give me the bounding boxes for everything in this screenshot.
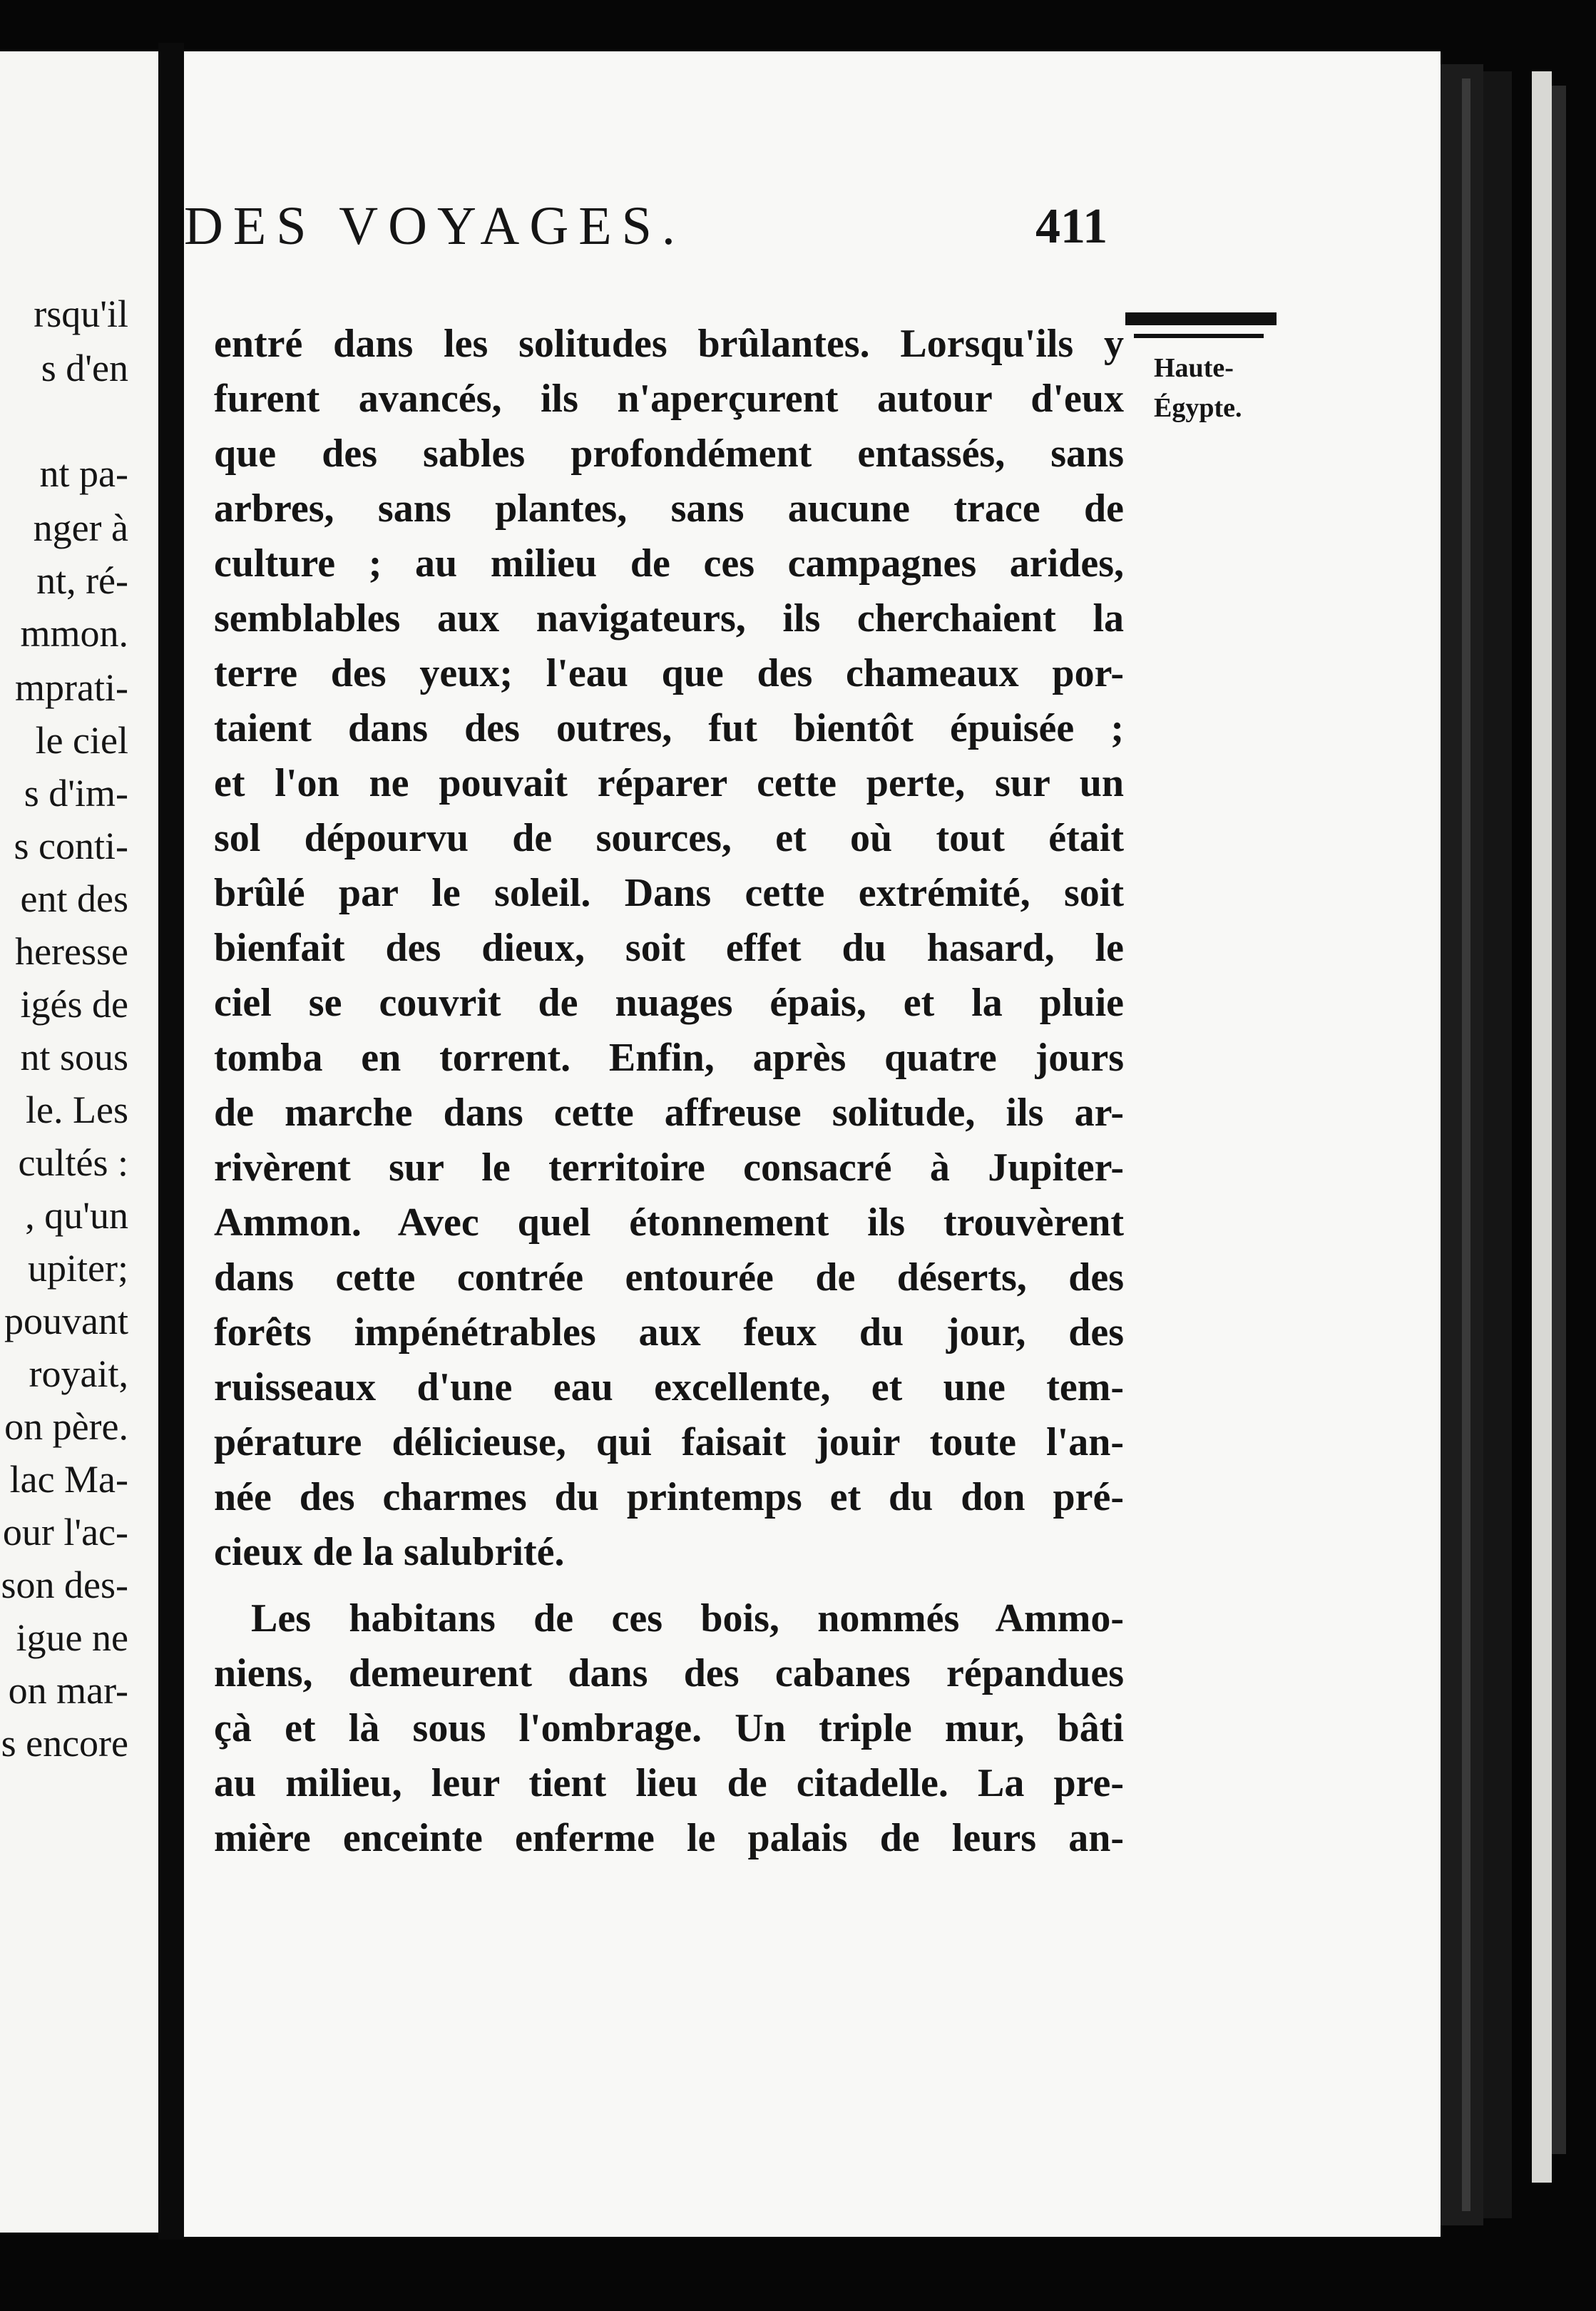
text-line: bienfait des dieux, soit effet du hasard, le	[214, 926, 1124, 970]
text-line: dans cette contrée entourée de déserts, des	[214, 1255, 1124, 1300]
body-text	[214, 317, 1124, 1866]
facing-page-line: son des-	[1, 1563, 128, 1606]
facing-page-line: on mar-	[8, 1669, 128, 1712]
facing-page-line: nt, ré-	[36, 559, 128, 602]
paragraph	[214, 1591, 1124, 1866]
text-line: cieux de la salubrité.	[214, 1530, 565, 1574]
facing-page	[0, 51, 158, 2233]
facing-page-line: s d'en	[41, 347, 128, 389]
text-line: arbres, sans plantes, sans aucune trace de	[214, 486, 1124, 531]
facing-page-line: nger à	[33, 506, 128, 549]
facing-page-line: royait,	[29, 1352, 128, 1395]
text-line: que des sables profondément entassés, sans	[214, 432, 1124, 476]
text-line: brûlé par le soleil. Dans cette extrémité, soit	[214, 871, 1124, 915]
facing-page-line: , qu'un	[25, 1194, 128, 1237]
facing-page-line: pouvant	[4, 1300, 128, 1342]
text-line: au milieu, leur tient lieu de citadelle. La pre-	[214, 1761, 1124, 1805]
text-line: semblables aux navigateurs, ils cherchaient la	[214, 596, 1124, 641]
text-line: niens, demeurent dans des cabanes répandues	[214, 1651, 1124, 1695]
marginal-note-line: Haute-	[1154, 353, 1234, 383]
facing-page-line: nt sous	[20, 1036, 128, 1078]
facing-page-line: s conti-	[14, 825, 128, 867]
facing-page-line: upiter;	[28, 1247, 128, 1290]
text-line: terre des yeux; l'eau que des chameaux por-	[214, 651, 1124, 695]
facing-page-line: ent des	[20, 877, 128, 920]
text-line: Ammon. Avec quel étonnement ils trouvèrent	[214, 1200, 1124, 1245]
facing-page-line: mmon.	[20, 612, 128, 655]
paragraph	[214, 317, 1124, 1580]
marginal-note	[1154, 348, 1282, 428]
text-line: rivèrent sur le territoire consacré à Jupiter-	[214, 1146, 1124, 1190]
running-head: DES VOYAGES.	[184, 196, 685, 256]
text-line: ruisseaux d'une eau excellente, et une tem-	[214, 1365, 1124, 1409]
text-line: et l'on ne pouvait réparer cette perte, sur un	[214, 761, 1124, 805]
facing-page-line: lac Ma-	[9, 1458, 128, 1501]
text-line: mière enceinte enferme le palais de leurs an-	[214, 1816, 1124, 1860]
facing-page-line: igés de	[20, 983, 128, 1026]
marginal-rule	[1125, 312, 1277, 325]
facing-page-line: s d'im-	[24, 772, 128, 815]
facing-page-line: nt pa-	[39, 452, 128, 495]
text-line: Les habitans de ces bois, nommés Ammo-	[251, 1596, 1124, 1641]
facing-page-line: our l'ac-	[2, 1511, 128, 1554]
text-line: çà et là sous l'ombrage. Un triple mur, bâti	[214, 1706, 1124, 1750]
facing-page-line: cultés :	[18, 1141, 128, 1184]
text-line: née des charmes du printemps et du don pré-	[214, 1475, 1124, 1519]
text-line: furent avancés, ils n'aperçurent autour d'eux	[214, 377, 1124, 421]
facing-page-line: s encore	[1, 1722, 128, 1765]
text-line: sol dépourvu de sources, et où tout était	[214, 816, 1124, 860]
text-line: entré dans les solitudes brûlantes. Lorsqu'ils y	[214, 322, 1124, 366]
facing-page-line: on père.	[4, 1405, 128, 1448]
text-line: ciel se couvrit de nuages épais, et la pluie	[214, 981, 1124, 1025]
text-line: forêts impénétrables aux feux du jour, des	[214, 1310, 1124, 1355]
facing-page-line: rsqu'il	[34, 292, 128, 335]
facing-page-line: le. Les	[26, 1088, 128, 1131]
text-line: pérature délicieuse, qui faisait jouir toute l'an-	[214, 1420, 1124, 1464]
marginal-note-line: Égypte.	[1154, 393, 1242, 423]
page-number: 411	[1035, 199, 1108, 254]
marginal-rule-thin	[1134, 334, 1264, 338]
facing-page-line: igue ne	[16, 1616, 128, 1659]
text-line: culture ; au milieu de ces campagnes arides,	[214, 541, 1124, 586]
facing-page-line: mprati-	[15, 666, 128, 709]
text-line: de marche dans cette affreuse solitude, ils ar-	[214, 1091, 1124, 1135]
facing-page-line: le ciel	[35, 719, 128, 762]
text-line: taient dans des outres, fut bientôt épuisée ;	[214, 706, 1124, 750]
facing-page-line: heresse	[15, 930, 128, 973]
text-line: tomba en torrent. Enfin, après quatre jours	[214, 1036, 1124, 1080]
